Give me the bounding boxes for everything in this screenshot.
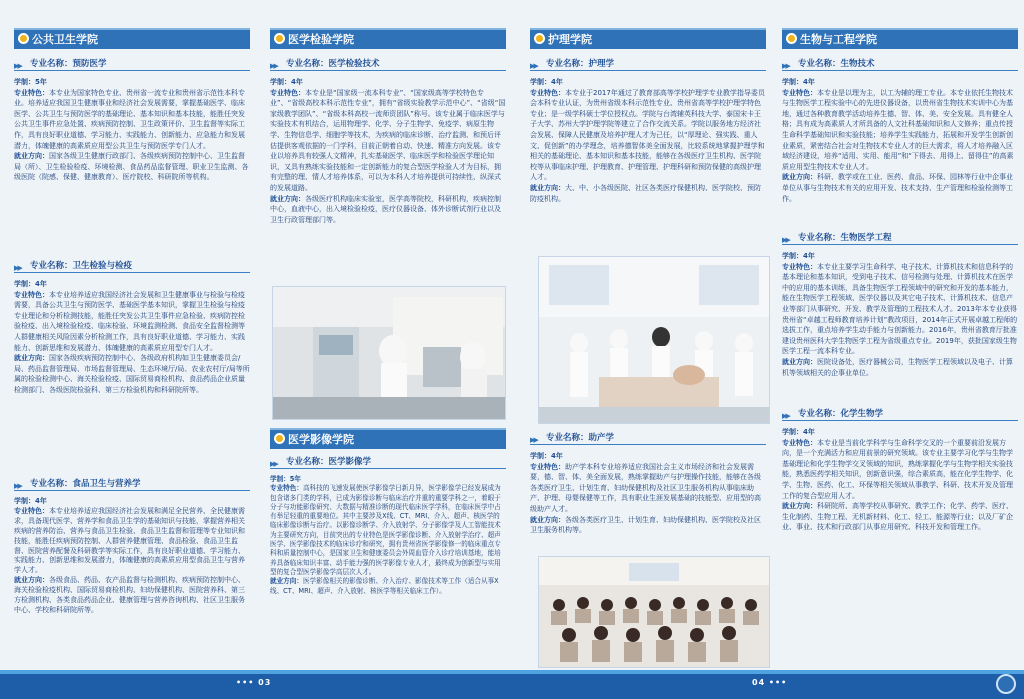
gear-icon [534,33,545,44]
page-number-right: 04 ••• [752,678,788,687]
major-name: 专业名称：食品卫生与营养学 [30,479,141,489]
section-header [270,28,506,49]
major-name: 专业名称：预防医学 [30,59,107,69]
nursing-photo [538,256,770,424]
gear-icon [274,33,285,44]
lab-photo [272,286,506,420]
major-block: ▶▶ 专业名称：生物技术 学制：4年 专业特色：本专业是以理为主，以工为辅的理工专业。本专业依托生物技术与生物医学工程实验中心的先进仪器设备，以贵州省生物技术实训中心为基地，通过各种教育教学活动培养生德、智、体、美、安全发展。具有健全人格；具有成为高素质人才所具备的人文社科基础知识和人文修养；重点传授生命科学基础知识和实验技能；培养学生实践能力，拓展和开发学生创新创业素质，紧密结合社会对生物技术专业人才的巨大需求，将人才培养融入区域经济建设，培养“适用、实用、能用”和“下得去、用得上、留得住”的高素质应用型生物技术专业人才。 就业方向：科研、教学或在工业、医药、食品、环保、园林等行业中企事业单位从事与生物技术有关的应用开发、技术支持、生产管理和检验检测等工作。 [782,58,1018,204]
school-logo [996,674,1016,694]
arrow-icon: ▶▶ [782,412,789,420]
section-header [14,28,250,49]
page-footer [0,670,1024,699]
section-title: 医学检验学院 [288,33,354,46]
major-block: ▶▶ 专业名称：食品卫生与营养学 学制：4年 专业特色：本专业培养适应我国经济社会发展和满足全民营养、全民健康需求，具备现代医学、营养学和食品卫生学的基础知识与技能，掌握营养相关疾病的营养防治、营养与食品卫生检验、食品卫生监督和管理等专业知识和技能，能胜任疾病预防控制、人群营养健康管理、食品检验、食品卫生监督、医院营养配餐及科研教学等实际工作，具有良好职业道德、学习能力、实践能力、创新思维和发展潜力，体魄健康的高素质应用型食品卫生与营养学人才。 就业方向：各级食品、药品、农产品监督与检测机构、疾病预防控制中心、海关检验检疫机构、国际贸易商检机构、妇幼保健机构、医院营养科、第三方检测机构、各类食品药品企业、健康管理与营养咨询机构、社区卫生服务中心、学校和科研院所等。 [14,478,250,616]
major-name: 专业名称：护理学 [546,59,615,69]
major-name: 专业名称：生物技术 [798,59,875,69]
major-block: ▶▶ 专业名称：医学影像学 学制：5年 专业特色：高科技的飞速发展使医学影像学日新月异，医学影像学已经发展成为包含诸多门类的学科，已成为影像诊断与临床治疗并重的重要学科之一，着眼于分子与功能影像研究、大数据与精准诊断的现代临床医学学科，在临床医学中占有举足轻重的重要地位。其中主要涉及X线、CT、MRI、介入、超声、核医学的临床影像诊断与治疗。以影像诊断学、介入放射学、分子影像学及人工智能技术为主要研究方向，目前突出的专业特色是医学影像诊断、介入放射学治疗、超声医学、医学影像技术的临床诊疗和研究，拥有贵州省医学影像修一的临床重点专科和质量控制中心，是国家卫生和健康委员会外周血管介入诊疗培训基地，能培养具备临床知识丰富、动手能力强的医学影像专业人才，最终成为创新型与实用型的复合型医学影像学高层次人才。 就业方向：医学影像相关的影像诊断、介入治疗、影像技术等工作（适合从事X线、CT、MRI、超声、介入放射、核医学等相关临床工作）。 [270,456,506,596]
arrow-icon: ▶▶ [270,62,277,70]
arrow-icon: ▶▶ [270,460,277,468]
job-text: 国家各级卫生健康行政部门、各级疾病预防控制中心、卫生监督局（所）、卫生检验检疫、环境检测、食品药品监督管理、职业卫生监测、各级医院（院感、保健、健康教育）、医疗院校、科研院所等机构。 [14,152,249,182]
major-block: ▶▶ 专业名称：护理学 学制：4年 专业特色：本专业于2017年通过了教育部高等学校护理学专业教学指导委员会本科专业认证，为贵州省级本科示范性专业、贵州省高等学校护理学特色专业；是一级学科硕士学位授权点。学院与台湾辅英科技大学、泰国宋卡王子大学、苏州大学护理学院等建立了合作交流关系。学院以服务地方经济社会发展、保障人民健康及培养护理人才为己任，以“厚理论、强实践、重人文、促创新”的办学理念，培养德智体美全面发展，比较系统地掌握护理学和相关的基础理论、基本知识和基本技能，能够在各级医疗卫生机构、医学院校等从事临床护理、护理教育、护理管理、护理科研和预防保健的高级护理人才。 就业方向：大、中、小各级医院、社区各类医疗保健机构、医学院校、预防防疫机构。 [530,59,765,203]
column-bio-engineering [782,28,1018,49]
major-name: 专业名称：生物医学工程 [798,233,892,243]
major-block: ▶▶ 专业名称：生物医学工程 学制：4年 专业特色：本专业主要学习生命科学、电子技术、计算机技术和信息科学的基本理论和基本知识，受到电子技术、信号检测与处理、计算机技术在医学中的应用的基本训练，具备生物医学工程领域中的研究和开发的基本能力，能在生物医学工程领域、医学仪器以及其它电子技术、计算机技术、信息产业等部门从事研究、开发、教学及管理的工程技术人才。2013年本专业获得贵州省“卓越工程师教育培养计划”教改项目，2014年正式开展卓越工程师的选拔工作，重点培养学生动手能力与创新能力。2016年，贵州省教育厅批准建设贵州医科大学生物医学工程为省级重点专业。2019年，获批国家级生物医学工程一流本科专业。 就业方向：医院设备处，医疗器械公司，生物医学工程领域以及电子、计算机等领域相关的企事业单位。 [782,233,1018,377]
section-title: 医学影像学院 [288,433,354,446]
section-header [530,28,766,49]
major-name: 专业名称：卫生检验与检疫 [30,261,133,271]
major-block: ▶▶ 专业名称：预防医学 学制：5年 专业特色：本专业为国家特色专业、贵州省一流专业和贵州省示范性本科专业。培养适应我国卫生健康事业和经济社会发展需要，掌握基础医学、临床医学、公共卫生与预防医学的基础理论、基本知识和基本技能，能胜任突发公共卫生事件应急处置、疾病预防控制、卫生政策评价、卫生监督等实际工作，具有良好职业道德、学习能力、实践能力、创新能力、应急能力和发展潜力，体魄健康的高素质应用型公共卫生与预防医学专门人才。 就业方向：国家各级卫生健康行政部门、各级疾病预防控制中心、卫生监督局（所）、卫生检验检疫、环境检测、食品药品监督管理、职业卫生监测、各级医院（院感、保健、健康教育）、医疗院校、科研院所等机构。 [14,59,249,182]
column-lab-medicine [270,28,506,49]
arrow-icon: ▶▶ [782,62,789,70]
major-block: ▶▶ 专业名称：助产学 学制：4年 专业特色：助产学本科专业培养适应我国社会主义市场经济和社会发展需要，德、智、体、美全面发展，熟练掌握助产与护理操作技能，能够在各级各类医疗卫生、计划生育、妇幼保健机构及社区卫生服务机构从事临床助产、护理、母婴保健等工作，具有职业生涯发展基础的技能型、应用型的高级助产人才。 就业方向：各级各类医疗卫生、计划生育、妇幼保健机构、医学院校及社区卫生服务机构等。 [530,432,766,536]
arrow-icon: ▶▶ [530,62,537,70]
gear-icon [18,33,29,44]
arrow-icon: ▶▶ [14,62,21,70]
section-header [270,428,506,449]
page-number-left: ••• 03 [236,678,272,687]
arrow-icon: ▶▶ [14,482,21,490]
major-block: ▶▶ 专业名称：化学生物学 学制：4年 专业特色：本专业是当前化学科学与生命科学交叉的一个重要前沿发展方向，是一个充满活力和应用前景的研究领域。该专业主要学习化学与生物学基础理论和化学生物学交叉领域的知识，熟练掌握化学与生物学相关实验技能，熟悉医药学相关知识，创新意识强，综合素质高，能在化学生物学、化学、生物、医药、化工、环保等相关领域从事教学、科研、技术开发及管理工作的复合型应用人才。 就业方向：科研院所、高等学校从事研究、教学工作；化学、药学、医疗、生化制药、生物工程、无机新材料、化工、轻工、能源等行业；以及厂矿企业、事业、技术和行政部门从事应用研究、科技开发和管理工作。 [782,408,1018,533]
column-public-health [14,28,250,49]
gear-icon [786,33,797,44]
gear-icon [274,433,285,444]
section-header [782,28,1018,49]
section-title: 护理学院 [548,33,592,46]
major-name: 专业名称：助产学 [546,433,615,443]
section-title: 公共卫生学院 [32,33,98,46]
feature-text: 本专业为国家特色专业、贵州省一流专业和贵州省示范性本科专业。培养适应我国卫生健康事业和经济社会发展需要，掌握基础医学、临床医学、公共卫生与预防医学的基础理论、基本知识和基本技能，能胜任突发公共卫生事件应急处置、疾病预防控制、卫生政策评价、卫生监督等实际工作，具有良好职业道德、学习能力、实践能力、创新能力、应急能力和发展潜力，体魄健康的高素质应用型公共卫生与预防医学专门人才。 [14,88,245,150]
duration: 学制：5年 [14,78,47,86]
column-nursing [530,28,766,49]
arrow-icon: ▶▶ [782,236,789,244]
section-title: 生物与工程学院 [800,33,877,46]
arrow-icon: ▶▶ [530,436,537,444]
classroom-photo [538,556,770,668]
arrow-icon: ▶▶ [14,264,21,272]
major-name: 专业名称：化学生物学 [798,409,884,419]
major-name: 专业名称：医学影像学 [286,457,372,467]
column-imaging [270,428,506,449]
major-name: 专业名称：医学检验技术 [286,59,380,69]
major-block: ▶▶ 专业名称：医学检验技术 学制：4年 专业特色：本专业是“国家级一流本科专业”、“国家级高等学校特色专业”、“省级高校本科示范性专业”，拥有“省级实验教学示范中心”、“省级“国家级教学团队”、“省级本科高校一流师资团队”称号。该专业属于临床医学与实验技术有机结合，运用物理学、化学、分子生物学、免疫学、病原生物学、生物信息学、细胞学等技术，为疾病的临床诊断、治疗监测、和预后评估提供客观依据的一门学科，目前正朝着自动、快速、精准方向发展。该专业以培养具有较强人文精神，扎实基础医学、临床医学和检验医学理论知识，又具有熟练实验技能和一定创新能力的复合型医学检验人才为目标，拥有完整的理、情人才培养体系，可以为本科人才培养提供可持续性、纵深式的发展道路。 就业方向：各级医疗机构临床实验室，医学高等院校，科研机构，疾病控制中心，血液中心，出入境检验检疫，医疗仪器设备、体外诊断试剂行业以及卫生行政管理部门等。 [270,59,506,224]
major-block: ▶▶ 专业名称：卫生检验与检疫 学制：4年 专业特色：本专业培养适应我国经济社会发展和卫生健康事业与检验与检疫需要，具备公共卫生与预防医学、基础医学基本知识，掌握卫生检验与检疫专业理论和分析检测技能，能胜任突发公共卫生事件应急检验、疾病防控检验检疫、出入境检验检疫、临床检验、环境监测检测、食品安全监督检测等人群健康相关风险因素分析检测工作，具有良好职业道德、学习能力、实践能力、创新思维和发展潜力、体魄健康的高素质应用型专门人才。 就业方向：国家各级疾病预防控制中心、各级政府机构如卫生健康委员会/局、药品监督管理局、市场监督管理局、生态环境厅/局、农业农村厅/局等所属的检验检测中心、海关检验检疫、国际贸易商检机构、食品药品企业质量检测部门、各级医院检验科、第三方检验机构和科研院所等。 [14,261,250,394]
